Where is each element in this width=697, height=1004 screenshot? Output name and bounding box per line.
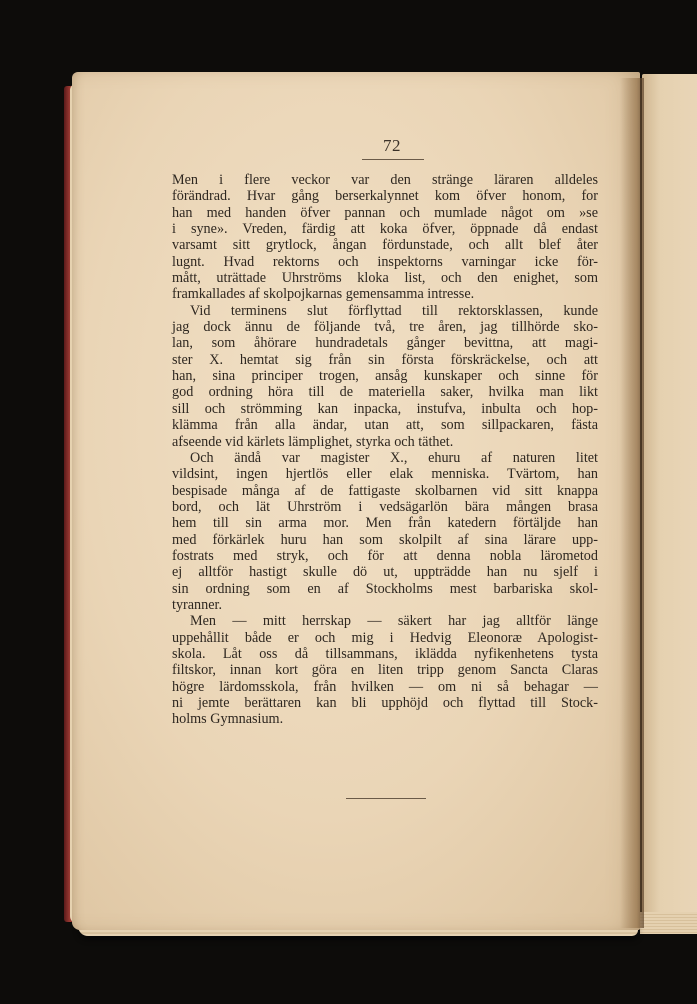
text-line: bord, och lät Uhrström i vedsägarlön bära mången brasa (172, 498, 598, 515)
text-line: ster X. hemtat sig från sin första förskräckelse, och att (172, 351, 598, 368)
book-gutter (620, 78, 644, 928)
page-number: 72 (383, 136, 401, 155)
text-line: Men — mitt herrskap — säkert har jag alltför länge (190, 613, 598, 630)
text-line: afseende vid kärlets lämplighet, styrka och täthet. (172, 433, 454, 450)
text-line: ej alltför hastigt skulle dö ut, uppträdde han nu sjelf i (172, 564, 598, 581)
text-line: ni jemte berättaren kan bli upphöjd och flyttad till Stock- (172, 695, 598, 711)
text-line: god ordning höra till de materiella saker, hvilka man likt (172, 384, 598, 401)
text-line: sin ordning som en af Stockholms mest barbariska skol- (172, 580, 598, 597)
text-line: högre lärdomsskola, från hvilken — om ni så behagar — (172, 678, 598, 695)
text-line: i syne». Vreden, färdig att koka öfver, öppnade då endast (172, 221, 598, 238)
text-line: framkallades af skolpojkarnas gemensamma intresse. (172, 286, 475, 303)
text-line: jag dock ännu de följande två, tre åren, jag tillhörde sko- (172, 319, 598, 336)
text-line: mått, uträttade Uhrströms kloka list, och den enighet, som (172, 270, 598, 287)
facing-page (642, 74, 697, 932)
text-line: skola. Låt oss då tillsammans, iklädda nyfikenhetens tysta (172, 645, 598, 662)
text-line: Vid terminens slut förflyttad till rektorsklassen, kunde (190, 302, 598, 319)
text-line: lugnt. Hvad rektorns och inspektorns varningar icke för- (172, 253, 598, 270)
footer-rule (346, 798, 426, 799)
header-rule (362, 159, 424, 160)
text-line: vildsint, ingen hjertlös eller elak menniska. Tvärtom, han (172, 466, 598, 483)
text-line: han, sina principer trogen, ansåg kunskaper och sinne för (172, 368, 598, 385)
text-line: fostrats med stryk, och för att denna nobla lärometod (172, 547, 598, 564)
text-line: med förkärlek huru han som skolpilt af sina lärare upp- (172, 531, 598, 548)
text-line: holms Gymnasium. (172, 711, 284, 728)
text-line: han med handen öfver pannan och mumlade något om »se (172, 204, 598, 221)
text-line: bespisade många af de fattigaste skolbarnen vid sitt knappa (172, 482, 598, 499)
facing-page-edges (640, 912, 697, 934)
text-line: Men i flere veckor var den stränge läraren alldeles (172, 172, 598, 188)
text-line: tyranner. (172, 596, 223, 613)
text-line: Och ändå var magister X., ehuru af naturen litet (190, 449, 598, 466)
text-line: lan, som åhörare hundradetals gånger bevittna, att magi- (172, 335, 598, 352)
text-line: varsamt sitt grytlock, ångan fördunstade, och allt blef åter (172, 237, 598, 254)
text-line: klämma från alla ändar, utan att, som sillpackaren, fästa (172, 417, 598, 434)
text-line: uppehållit både er och mig i Hedvig Eleonoræ Apologist- (172, 629, 598, 646)
text-line: filtskor, innan kort göra en liten tripp genom Sancta Claras (172, 662, 598, 679)
text-line: hem till sin arma mor. Men från katedern förtäljde han (172, 515, 598, 532)
text-line: förändrad. Hvar gång berserkalynnet kom öfver honom, for (172, 188, 598, 205)
body-text (172, 172, 598, 728)
text-line: sill och strömming kan inpacka, instufva, inbulta och hop- (172, 400, 598, 417)
